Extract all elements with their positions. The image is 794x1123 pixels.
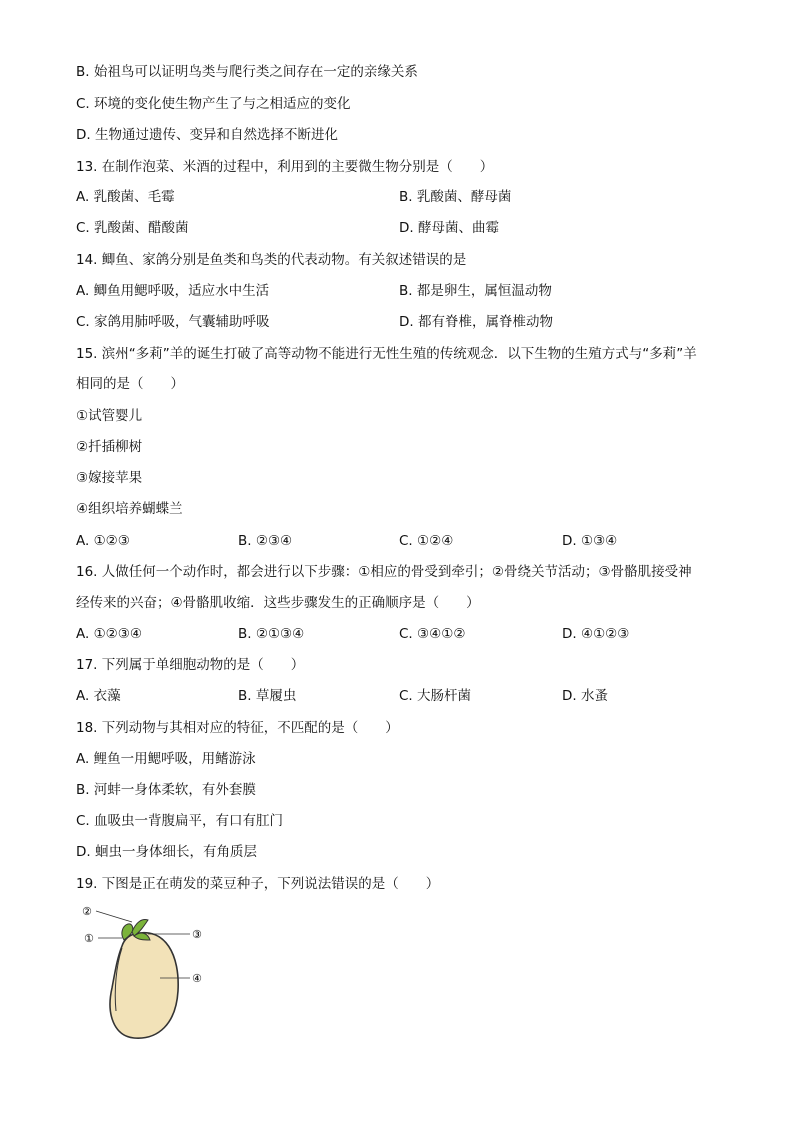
bean-seed-diagram bbox=[76, 896, 226, 1046]
q13-option-a: A. 乳酸菌、毛霉 bbox=[76, 189, 175, 205]
q12-option-b: B. 始祖鸟可以证明鸟类与爬行类之间存在一定的亲缘关系 bbox=[76, 64, 418, 80]
q14-option-c: C. 家鸽用肺呼吸，气囊辅助呼吸 bbox=[76, 314, 270, 330]
q15-option-c: C. ①②④ bbox=[399, 533, 454, 549]
q16-stem-line2: 经传来的兴奋；④骨骼肌收缩．这些步骤发生的正确顺序是（ ） bbox=[76, 595, 480, 611]
q18-option-d: D. 蛔虫一身体细长，有角质层 bbox=[76, 844, 257, 860]
q15-option-b: B. ②③④ bbox=[238, 533, 293, 549]
seed-coat-shape bbox=[110, 933, 178, 1038]
label-2-pointer bbox=[96, 911, 132, 922]
q14-stem: 14. 鲫鱼、家鸽分别是鱼类和鸟类的代表动物。有关叙述错误的是 bbox=[76, 252, 467, 268]
q13-option-d: D. 酵母菌、曲霉 bbox=[399, 220, 499, 236]
q16-option-b: B. ②①③④ bbox=[238, 626, 305, 642]
q18-option-a: A. 鲤鱼一用鳃呼吸，用鳍游泳 bbox=[76, 751, 256, 767]
figure-label-2: ② bbox=[82, 905, 92, 918]
q15-item-3: ③嫁接苹果 bbox=[76, 470, 143, 486]
q16-option-d: D. ④①②③ bbox=[562, 626, 630, 642]
q19-stem: 19. 下图是正在萌发的菜豆种子，下列说法错误的是（ ） bbox=[76, 876, 440, 892]
q18-stem: 18. 下列动物与其相对应的特征，不匹配的是（ ） bbox=[76, 720, 399, 736]
q15-item-1: ①试管婴儿 bbox=[76, 408, 143, 424]
q13-option-c: C. 乳酸菌、醋酸菌 bbox=[76, 220, 189, 236]
q14-option-a: A. 鲫鱼用鳃呼吸，适应水中生活 bbox=[76, 283, 270, 299]
q13-stem: 13. 在制作泡菜、米酒的过程中，利用到的主要微生物分别是（ ） bbox=[76, 159, 494, 175]
q15-stem-line2: 相同的是（ ） bbox=[76, 376, 184, 392]
q18-option-b: B. 河蚌一身体柔软，有外套膜 bbox=[76, 782, 256, 798]
q15-option-d: D. ①③④ bbox=[562, 533, 618, 549]
q17-stem: 17. 下列属于单细胞动物的是（ ） bbox=[76, 657, 305, 673]
q12-option-d: D. 生物通过遗传、变异和自然选择不断进化 bbox=[76, 127, 338, 143]
q14-option-d: D. 都有脊椎，属脊椎动物 bbox=[399, 314, 553, 330]
q15-item-2: ②扦插柳树 bbox=[76, 439, 143, 455]
q16-stem-line1: 16. 人做任何一个动作时，都会进行以下步骤：①相应的骨受到牵引；②骨绕关节活动；③骨骼肌接受神 bbox=[76, 564, 692, 580]
figure-label-1: ① bbox=[84, 932, 94, 945]
bean-seed-figure bbox=[76, 896, 226, 1046]
figure-label-4: ④ bbox=[192, 972, 202, 985]
q17-option-a: A. 衣藻 bbox=[76, 688, 121, 704]
q16-option-a: A. ①②③④ bbox=[76, 626, 142, 642]
q15-item-4: ④组织培养蝴蝶兰 bbox=[76, 501, 183, 517]
q15-stem-line1: 15. 滨州“多莉”羊的诞生打破了高等动物不能进行无性生殖的传统观念．以下生物的生殖方式与“多莉”羊 bbox=[76, 346, 697, 362]
q18-option-c: C. 血吸虫一背腹扁平，有口有肛门 bbox=[76, 813, 284, 829]
q13-option-b: B. 乳酸菌、酵母菌 bbox=[399, 189, 512, 205]
q12-option-c: C. 环境的变化使生物产生了与之相适应的变化 bbox=[76, 96, 351, 112]
q17-option-d: D. 水蚤 bbox=[562, 688, 608, 704]
q17-option-b: B. 草履虫 bbox=[238, 688, 297, 704]
q17-option-c: C. 大肠杆菌 bbox=[399, 688, 472, 704]
figure-label-3: ③ bbox=[192, 928, 202, 941]
q14-option-b: B. 都是卵生，属恒温动物 bbox=[399, 283, 552, 299]
q16-option-c: C. ③④①② bbox=[399, 626, 466, 642]
q15-option-a: A. ①②③ bbox=[76, 533, 130, 549]
